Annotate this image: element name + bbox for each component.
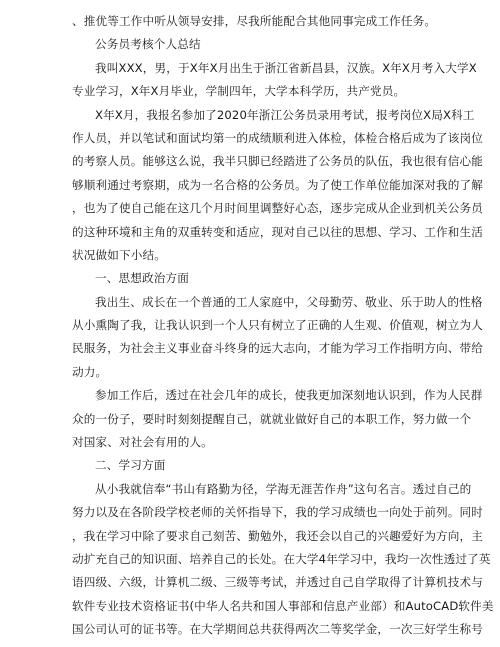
text-line: 状况做如下小结。: [72, 247, 166, 262]
document-body: [72, 10, 494, 642]
text-line: 软件专业技术资格证书(中华人名共和国人事部和信息产业部）和AutoCAD软件美: [72, 598, 494, 613]
text-line: 参加工作后，透过在社会几年的成长，使我更加深刻地认识到，作为人民群: [95, 388, 483, 403]
text-line: 公务员考核个人总结: [95, 37, 201, 52]
text-line: 够顺利通过考察期，成为一名合格的公务员。为了使工作单位能加深对我的了解: [72, 177, 484, 192]
text-line: 语四级、六级，计算机二级、三级等考试，并透过自己自学取得了计算机技术与: [72, 575, 484, 590]
text-line: 从小我就信奉“书山有路勤为径，学海无涯苦作舟”这句名言。透过自己的: [95, 481, 472, 496]
text-line: 我出生、成长在一个普通的工人家庭中，父母勤劳、敬业、乐于助人的性格: [95, 294, 483, 309]
text-line: 国公司认可的证书等。在大学期间总共获得两次二等奖学金，一次三好学生称号: [72, 622, 484, 637]
text-line: 、推优等工作中听从领导安排，尽我所能配合其他同事完成工作任务。: [72, 14, 437, 28]
text-line: 二、学习方面: [95, 458, 166, 473]
text-line: 努力以及在各阶段学校老师的关怀指导下，我的学习成绩也一向处于前列。同时: [72, 505, 484, 520]
text-line: ，也为了使自己能在这几个月时间里调整好心态，逐步完成从企业到机关公务员: [72, 201, 484, 216]
text-line: 作人员，并以笔试和面试均第一的成绩顺利进入体检，体检合格后成为了该岗位: [72, 130, 484, 145]
text-line: 动扩充自己的知识面、培养自己的长处。在大学4年学习中，我均一次性透过了英: [72, 551, 491, 566]
text-line: 的考察人员。能够这么说，我半只脚已经踏进了公务员的队伍，我也很有信心能: [72, 154, 484, 169]
text-line: ，我在学习中除了要求自己刻苦、勤勉外，我还会以自己的兴趣爱好为方向，主: [72, 528, 484, 543]
text-line: 动力。: [72, 364, 108, 379]
text-line: 对国家、对社会有用的人。: [72, 435, 213, 450]
text-line: X年X月，我报名参加了2020年浙江公务员录用考试，报考岗位X局X科工: [95, 107, 475, 122]
text-line: 从小熏陶了我，让我认识到一个人只有树立了正确的人生观、价值观，树立为人: [72, 318, 484, 333]
text-line: 一、思想政治方面: [95, 271, 189, 286]
text-line: 我叫XXX，男，于X年X月出生于浙江省新昌县，汉族。X年X月考入大学X: [95, 60, 477, 75]
text-line: 的这种环境和主角的双重转变和适应，现对自己以往的思想、学习、工作和生活: [72, 224, 484, 239]
text-line: 民服务，为社会主义事业奋斗终身的远大志向，才能为学习工作指明方向、带给: [72, 341, 484, 356]
text-line: 众的一份子，要时时刻刻提醒自己，就就业做好自己的本职工作，努力做一个: [72, 411, 472, 426]
text-line: 专业学习，X年X月毕业，学制四年，大学本科学历，共产党员。: [72, 84, 406, 99]
